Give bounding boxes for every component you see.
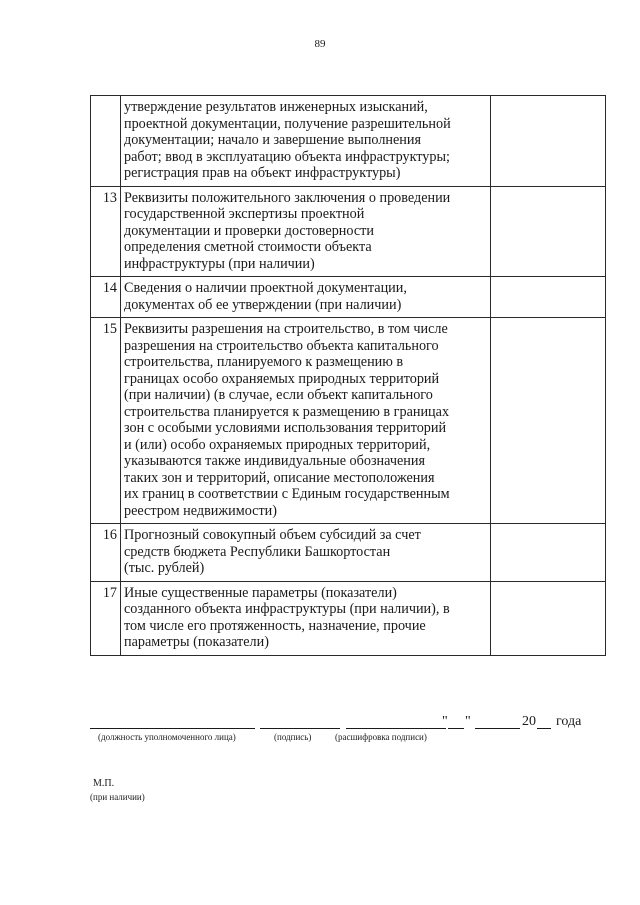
row-value-cell[interactable]: [491, 96, 606, 187]
year-prefix: 20: [522, 714, 536, 729]
stamp-note: (при наличии): [90, 792, 145, 802]
row-description: утверждение результатов инженерных изысканий, проектной документации, получение разрешительной документации; начало и завершение выполнения работ; ввод в эксплуатацию объекта инфраструктуры; регистрация прав на объект инфраструктуры): [121, 96, 491, 187]
row-value-cell[interactable]: [491, 318, 606, 524]
table-body: [91, 96, 606, 656]
table-row: [91, 277, 606, 318]
table-row: [91, 186, 606, 277]
day-line: [448, 728, 464, 729]
stamp-label: М.П.: [93, 778, 115, 789]
row-value-cell[interactable]: [491, 524, 606, 582]
date-quote-open: ": [442, 714, 448, 729]
row-value-cell[interactable]: [491, 277, 606, 318]
row-value-cell[interactable]: [491, 186, 606, 277]
row-value-cell[interactable]: [491, 581, 606, 655]
date-quote-close: ": [465, 714, 471, 729]
position-line: [90, 728, 255, 729]
row-number: 16: [91, 524, 121, 582]
table-row: [91, 581, 606, 655]
row-description: Сведения о наличии проектной документации, документах об ее утверждении (при наличии): [121, 277, 491, 318]
table-row: [91, 96, 606, 187]
page-number: 89: [314, 38, 326, 50]
table-row: [91, 524, 606, 582]
row-description: Иные существенные параметры (показатели) созданного объекта инфраструктуры (при наличии), в том числе его протяженность, назначение, прочие параметры (показатели): [121, 581, 491, 655]
form-table: [90, 95, 606, 656]
signature-row: [90, 712, 610, 732]
row-number: 13: [91, 186, 121, 277]
caption-signature: (подпись): [274, 732, 312, 742]
caption-position: (должность уполномоченного лица): [98, 732, 236, 742]
year-line: [537, 728, 551, 729]
caption-decoding: (расшифровка подписи): [335, 732, 427, 742]
month-line: [475, 728, 520, 729]
row-description: Реквизиты положительного заключения о проведении государственной экспертизы проектной документации и проверки достоверности определения сметной стоимости объекта инфраструктуры (при наличии): [121, 186, 491, 277]
row-number: 15: [91, 318, 121, 524]
decoding-line: [346, 728, 446, 729]
row-number: 14: [91, 277, 121, 318]
row-number: [91, 96, 121, 187]
year-suffix: года: [556, 714, 582, 729]
row-description: Прогнозный совокупный объем субсидий за счет средств бюджета Республики Башкортостан (тыс. рублей): [121, 524, 491, 582]
signature-line: [260, 728, 340, 729]
table-row: [91, 318, 606, 524]
row-number: 17: [91, 581, 121, 655]
row-description: Реквизиты разрешения на строительство, в том числе разрешения на строительство объекта капитального строительства, планируемого к размещению в границах особо охраняемых природных территорий (при наличии) (в случае, если объект капитального строительства планируется к размещению в границах зон с особыми условиями использования территорий и (или) особо охраняемых природных территорий, указываются также индивидуальные обозначения таких зон и территорий, описание местоположения их границ в соответствии с Единым государственным реестром недвижимости): [121, 318, 491, 524]
